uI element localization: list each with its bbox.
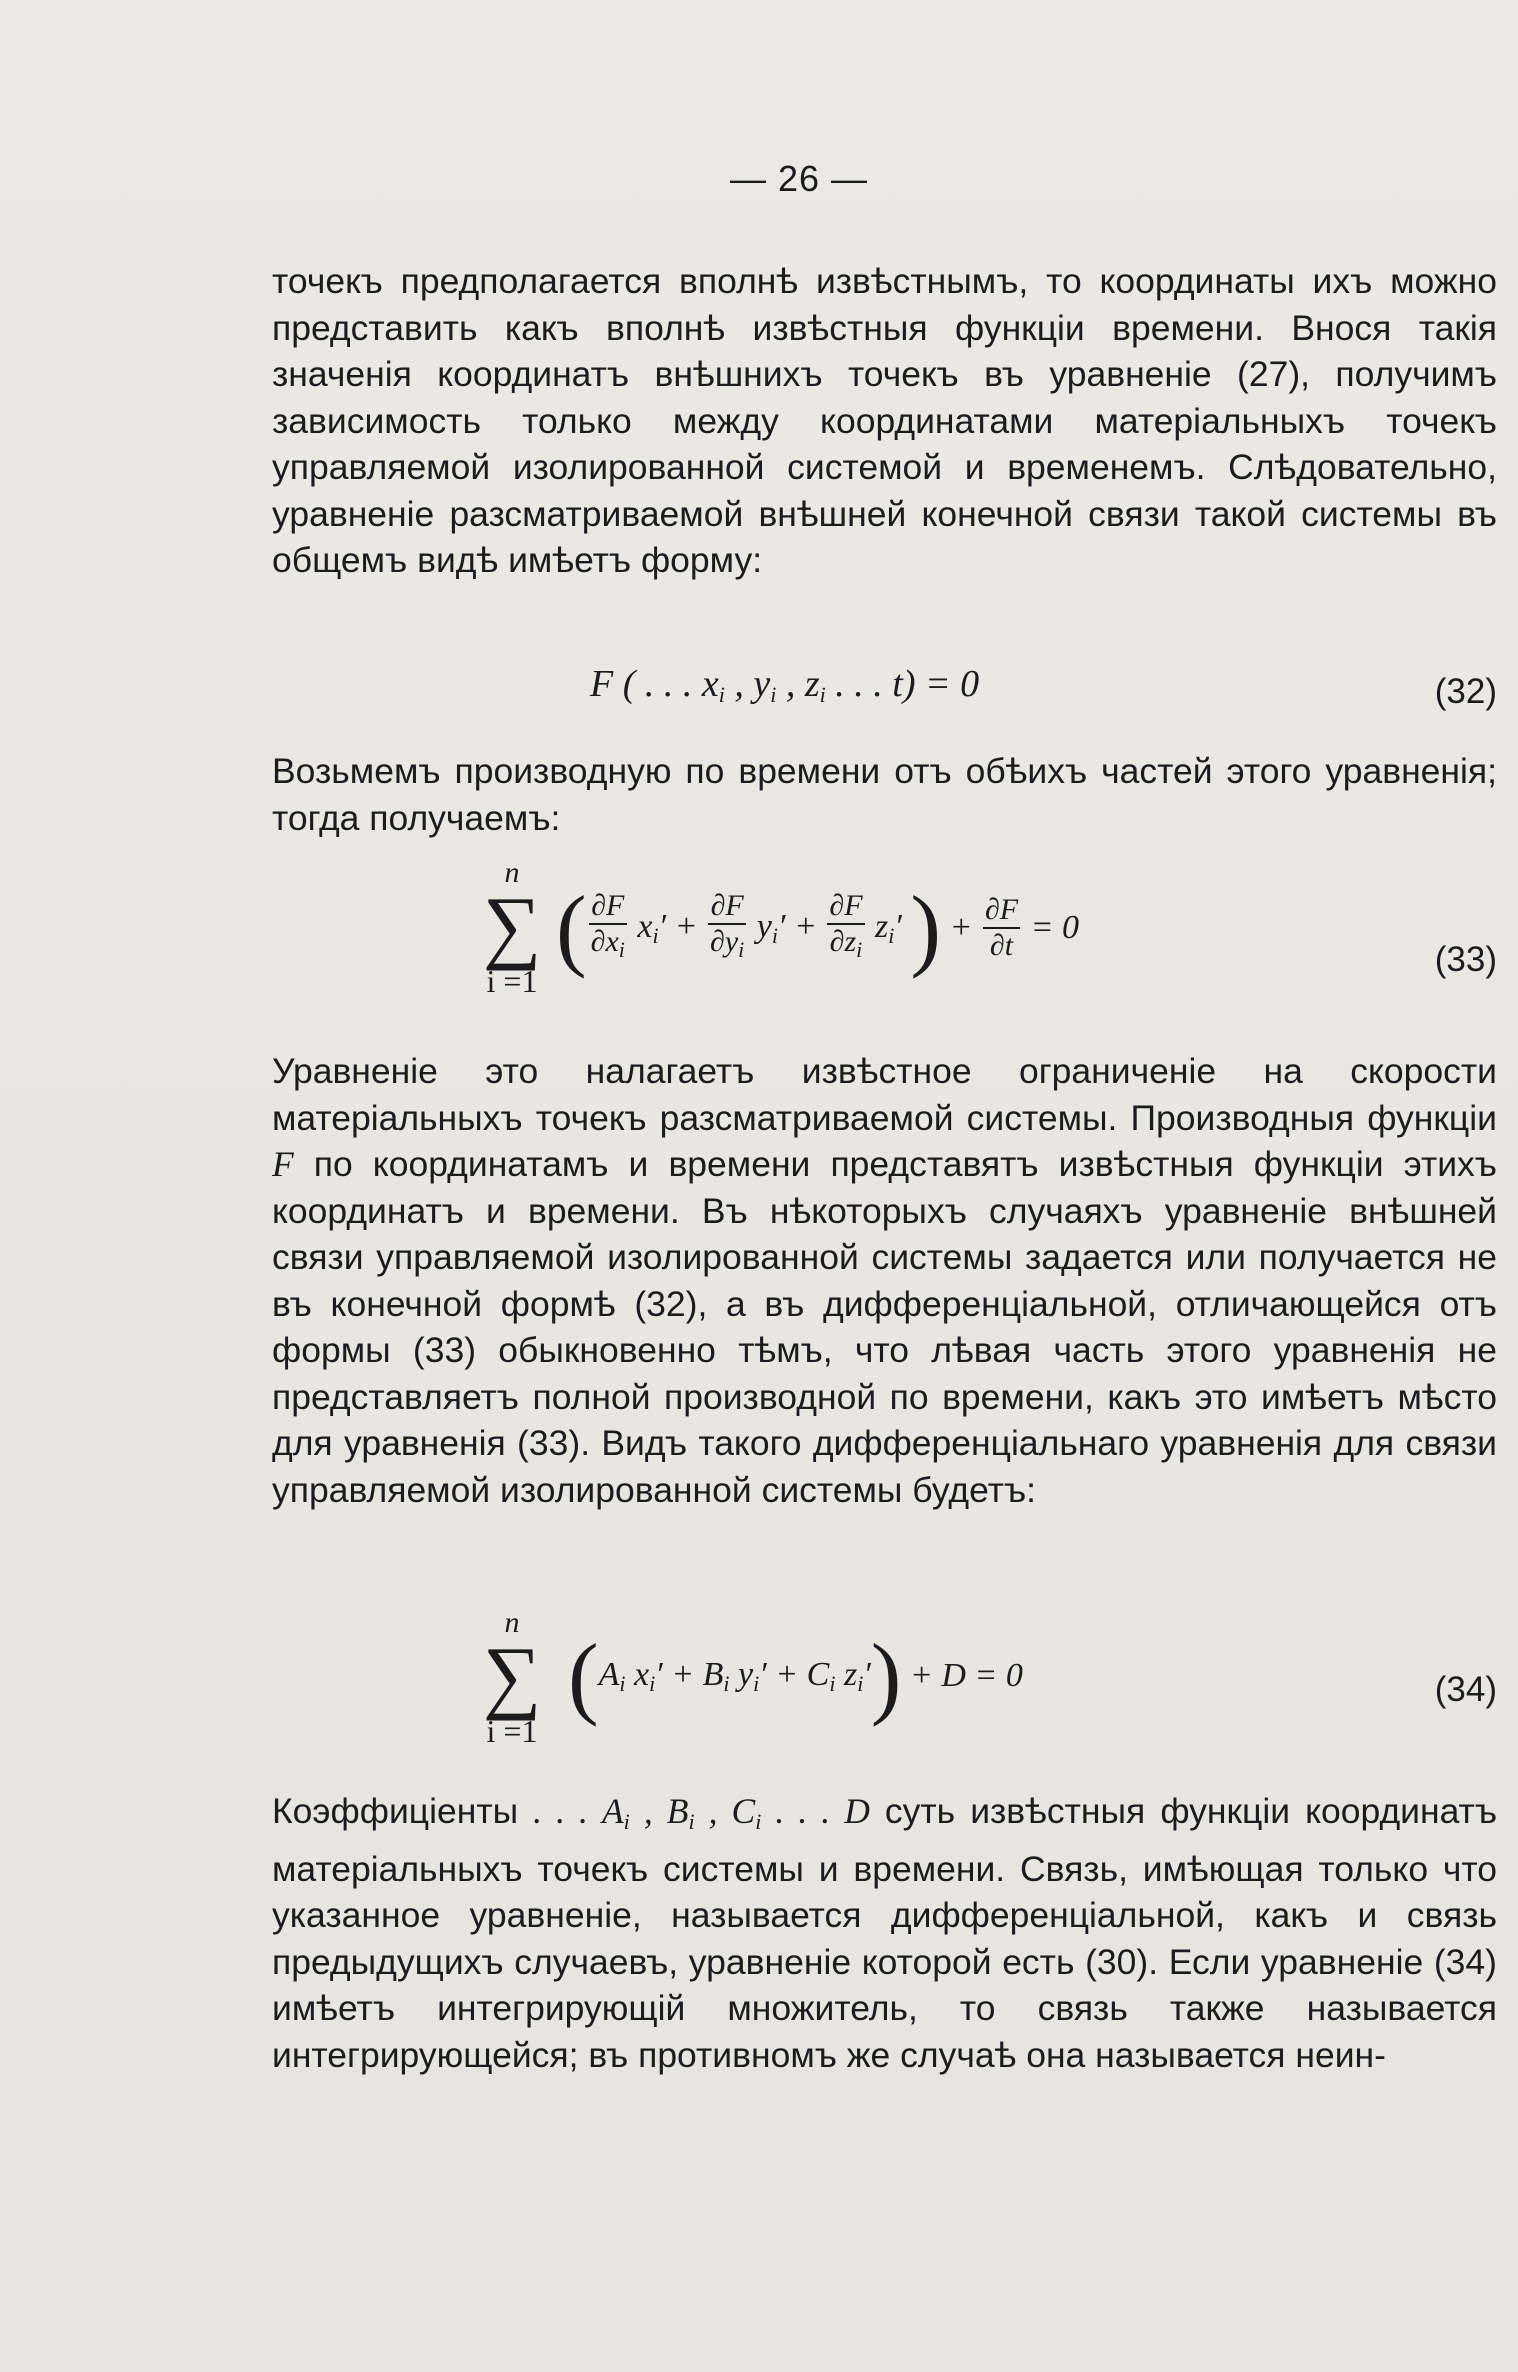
paragraph-3-text-b: по координатамъ и времени представятъ извѣстныя функціи этихъ координатъ и времени. Въ нѣкоторыхъ случаяхъ уравненіе внѣшней связи управляемой изолированной системы задается или получается не въ конечной формѣ (32), а въ дифференціальной, отличающейся отъ формы (33) обыкновенно тѣмъ, что лѣвая часть этого уравненія не представляетъ полной производной по времени, какъ это имѣетъ мѣсто для уравненія (33). Видъ такого дифференціальнаго уравненія для связи управляемой изолированной системы будетъ: bbox=[272, 1144, 1497, 1510]
equation-number-34: (34) bbox=[1434, 1670, 1497, 1709]
paragraph-4 bbox=[272, 1788, 1497, 2078]
sum-symbol-34: n ∑ i =1 bbox=[472, 1608, 552, 1748]
sum-symbol-33: n ∑ i =1 bbox=[472, 858, 552, 998]
sum-upper-limit: n bbox=[504, 856, 520, 889]
equation-32-body: F ( . . . $x_i$ , $y_i$ , $z_i$ . . . t) = 0 bbox=[590, 663, 980, 707]
paragraph-3-symbol-F: F bbox=[272, 1144, 294, 1184]
equation-34 bbox=[272, 1608, 1497, 1778]
paragraph-2: Возьмемъ производную по времени отъ обѣихъ частей этого уравненія; тогда получаемъ: bbox=[272, 751, 1497, 838]
page-number: — 26 — bbox=[729, 158, 869, 199]
equation-32 bbox=[272, 660, 1497, 720]
sum-upper-limit: n bbox=[504, 1606, 520, 1639]
paragraph-4-coefficients: . . . $A_i$ , $B_i$ , $C_i$ . . . D bbox=[533, 1791, 870, 1834]
equation-34-body: ($A_i$ $x_i' + B_i$ $y_i' + C_i$ $z_i') + D = 0$ bbox=[568, 1625, 1023, 1727]
equation-33-body: ( $\frac{\partial F}{\partial x_i}$ $x_i'$ + $\frac{\partial F}{\partial y_i}$ $y_i'$ + $\frac{\partial F}{\partial z_i}$ $z_i'$ ) + $\frac{\partial F}{\partial t}$ = 0 bbox=[556, 877, 1080, 979]
sum-lower-limit: i =1 bbox=[486, 1713, 538, 1749]
paragraph-4-text-b: суть извѣстныя функціи координатъ матеріальныхъ точекъ системы и времени. Связь, имѣющая только что указанное уравненіе, называется дифференціальной, какъ и связь предыдущихъ случаевъ, уравненіе которой есть (30). Если уравненіе (34) имѣетъ интегрирующій множитель, то связь также называется интегрирующейся; въ противномъ же случаѣ она называется неин- bbox=[272, 1791, 1498, 2075]
equation-33 bbox=[272, 858, 1497, 1038]
paragraph-3-text-a: Уравненіе это налагаетъ извѣстное ограниченіе на скорости матеріальныхъ точекъ разсматриваемой системы. Производныя функціи bbox=[272, 1051, 1497, 1138]
paragraph-3 bbox=[272, 1048, 1497, 1513]
paragraph-1: точекъ предполагается вполнѣ извѣстнымъ, то координаты ихъ можно представить какъ вполнѣ извѣстныя функціи времени. Внося такія значенія координатъ внѣшнихъ точекъ въ уравненіе (27), получимъ зависимость только между координатами матеріальныхъ точекъ управляемой изолированной системой и временемъ. Слѣдовательно, уравненіе разсматриваемой внѣшней конечной связи такой системы въ общемъ видѣ имѣетъ форму: bbox=[272, 261, 1497, 580]
sum-lower-limit: i =1 bbox=[486, 963, 538, 999]
equation-number-33: (33) bbox=[1434, 940, 1497, 979]
equation-number-32: (32) bbox=[1434, 672, 1497, 711]
paragraph-4-text-a: Коэффиціенты bbox=[272, 1791, 534, 1831]
